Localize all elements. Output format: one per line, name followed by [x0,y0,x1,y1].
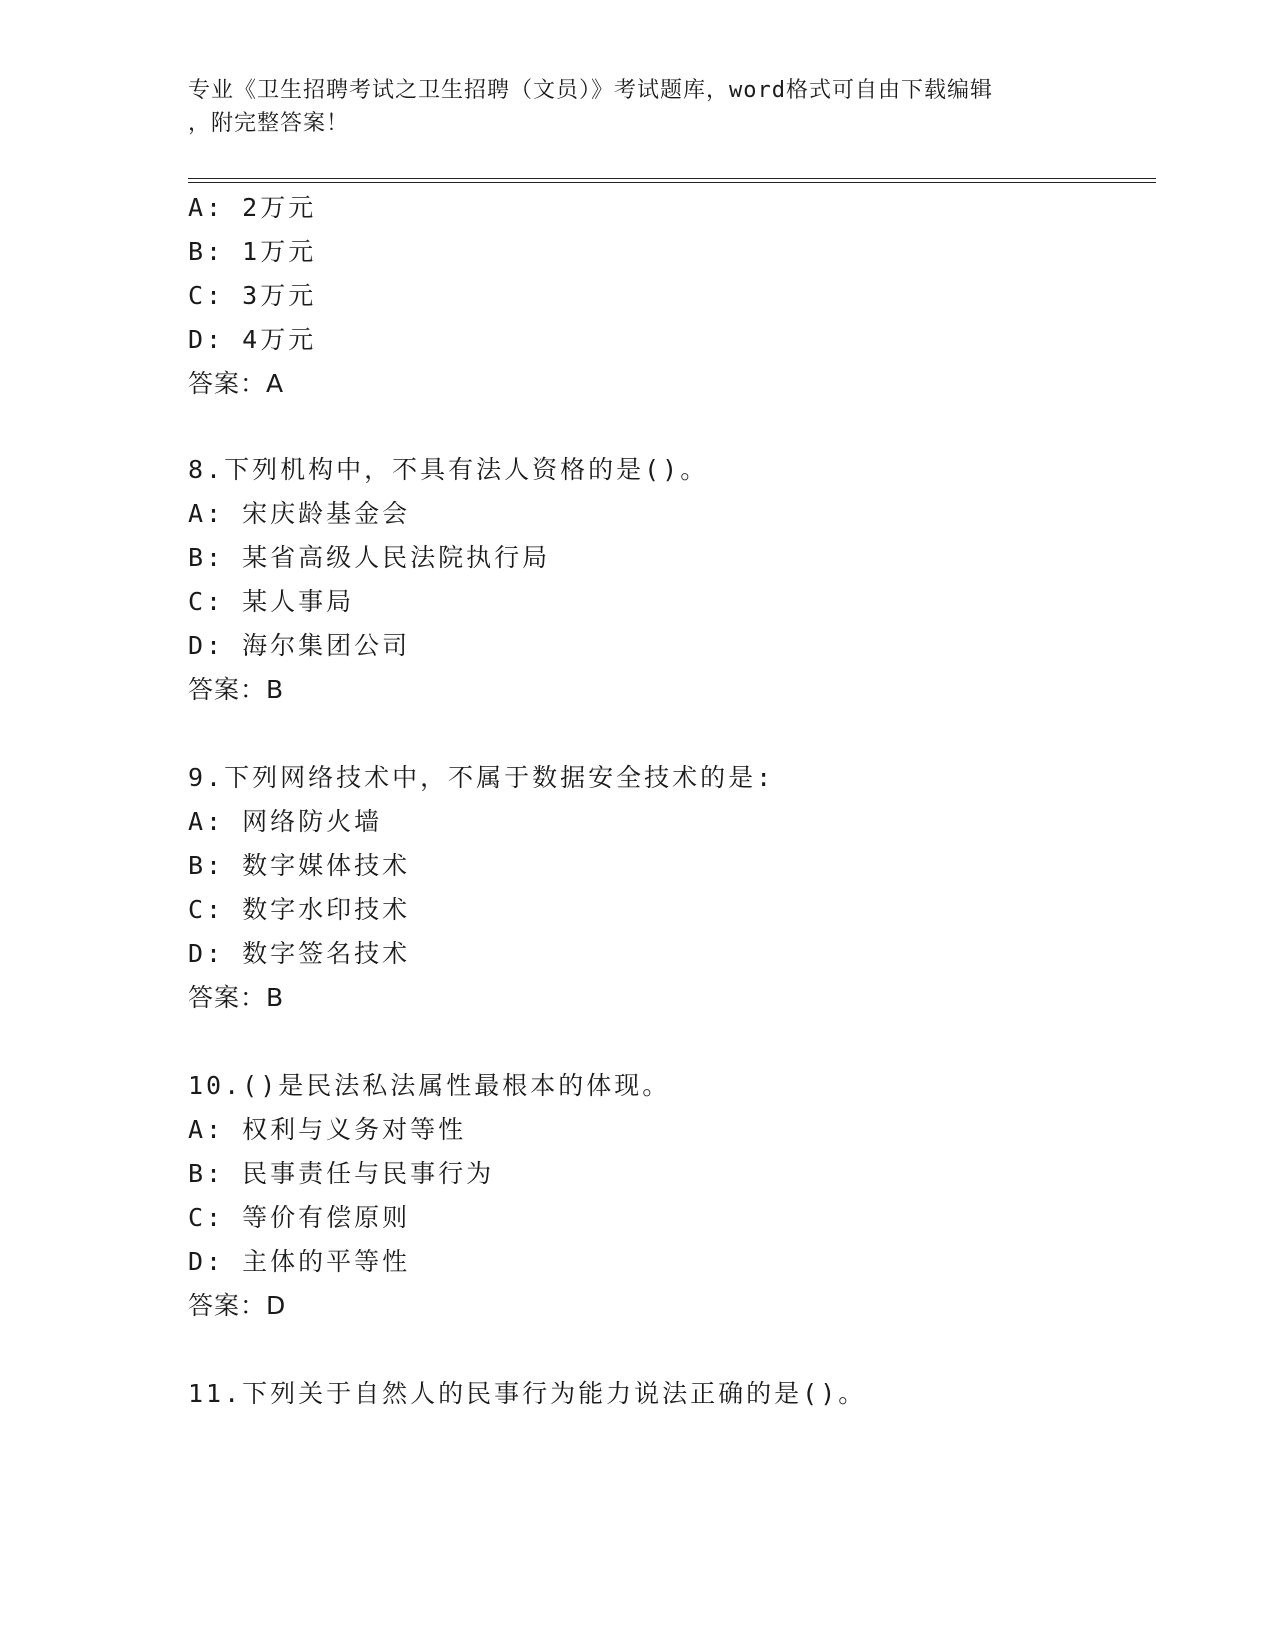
q9-option-a: A: 网络防火墙 [188,807,383,836]
q8-answer: 答案：B [188,675,285,704]
q10-option-d: D: 主体的平等性 [188,1247,411,1276]
q10-option-c: C: 等价有偿原则 [188,1203,411,1232]
q10-stem: 10.()是民法私法属性最根本的体现。 [188,1071,671,1100]
header-rule-top [188,178,1156,179]
q10-answer: 答案：D [188,1291,287,1320]
q9-answer: 答案：B [188,983,285,1012]
q7-option-a: A: 2万元 [188,193,317,222]
q8-option-a: A: 宋庆龄基金会 [188,499,411,528]
q8-option-b: B: 某省高级人民法院执行局 [188,543,551,572]
q7-option-b: B: 1万元 [188,237,317,266]
header-rule-bottom [188,182,1156,183]
q9-option-c: C: 数字水印技术 [188,895,411,924]
q8-stem: 8.下列机构中，不具有法人资格的是()。 [188,455,709,484]
q7-option-c: C: 3万元 [188,281,317,310]
q9-stem: 9.下列网络技术中，不属于数据安全技术的是: [188,763,775,792]
header-line-1: 专业《卫生招聘考试之卫生招聘（文员）》考试题库，word格式可自由下载编辑 [188,78,993,103]
q8-option-d: D: 海尔集团公司 [188,631,411,660]
header-line-2: ，附完整答案！ [188,111,350,136]
document-header [188,74,1088,140]
q9-option-d: D: 数字签名技术 [188,939,411,968]
q10-option-a: A: 权利与义务对等性 [188,1115,467,1144]
q11-stem: 11.下列关于自然人的民事行为能力说法正确的是()。 [188,1379,867,1408]
q8-option-c: C: 某人事局 [188,587,355,616]
q7-answer: 答案：A [188,369,285,398]
q7-option-d: D: 4万元 [188,325,317,354]
q9-option-b: B: 数字媒体技术 [188,851,411,880]
q10-option-b: B: 民事责任与民事行为 [188,1159,495,1188]
